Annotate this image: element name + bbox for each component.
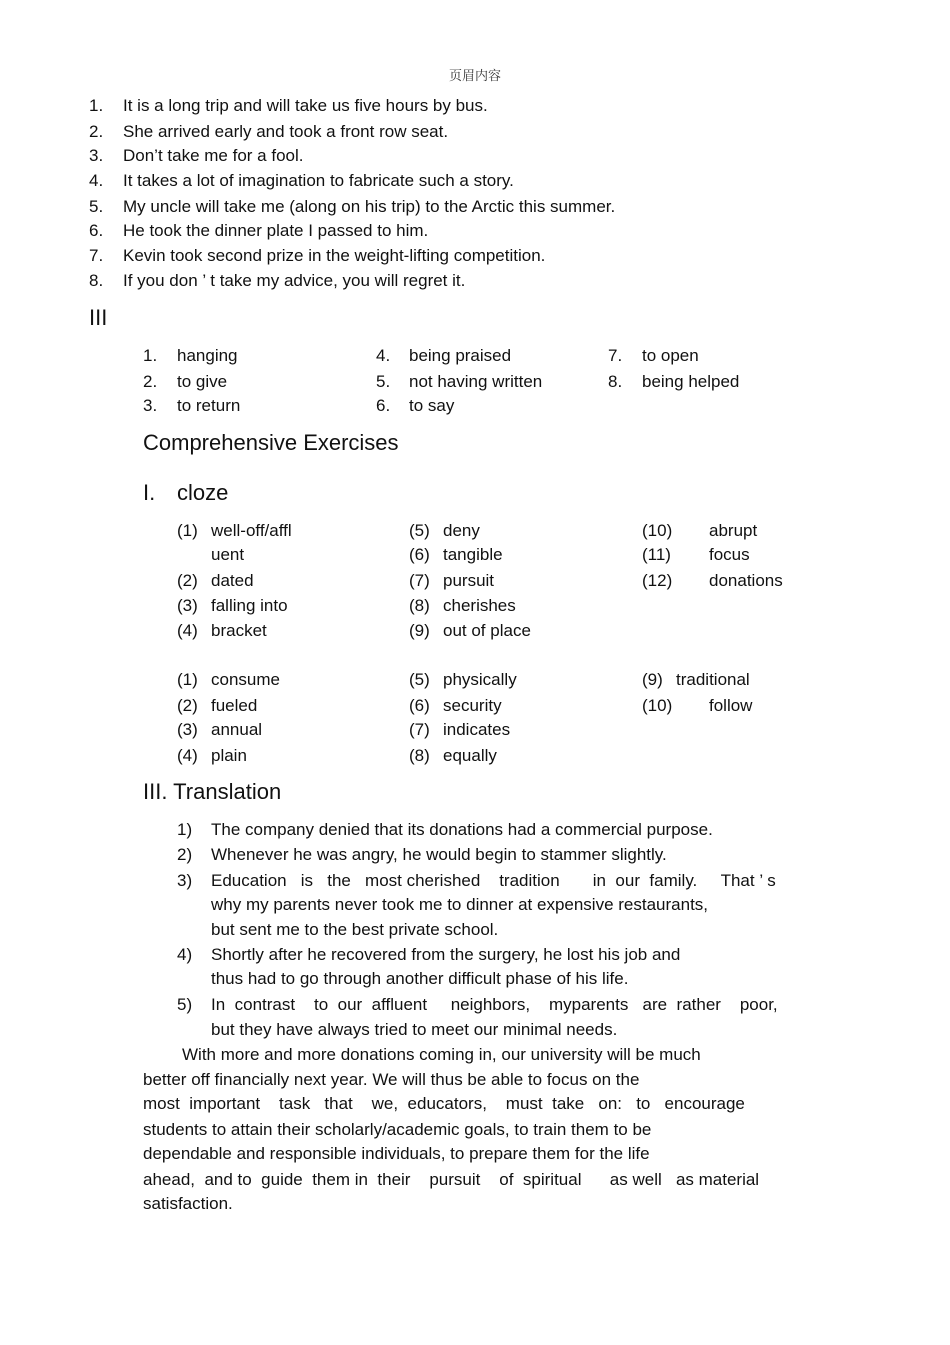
answer-item: plain bbox=[211, 746, 247, 765]
list-item-continuation: but sent me to the best private school. bbox=[211, 920, 499, 939]
answer-number: (10) bbox=[642, 521, 673, 540]
answer-number: (6) bbox=[409, 696, 430, 715]
section-heading-iii: III bbox=[89, 305, 108, 330]
answer-item: equally bbox=[443, 746, 497, 765]
list-item: The company denied that its donations had a commercial purpose. bbox=[211, 820, 713, 839]
answer-number: (12) bbox=[642, 571, 673, 590]
list-item: Kevin took second prize in the weight-lifting competition. bbox=[123, 246, 546, 265]
list-item-number: 7. bbox=[89, 246, 104, 265]
list-item-number: 2. bbox=[89, 122, 104, 141]
list-item: It takes a lot of imagination to fabricate such a story. bbox=[123, 171, 514, 190]
page-header: 页眉内容 bbox=[448, 69, 501, 84]
list-item-number: 6. bbox=[89, 221, 104, 240]
answer-item: falling into bbox=[211, 596, 288, 615]
answer-item: to open bbox=[642, 346, 699, 365]
cloze-number: I. bbox=[143, 480, 156, 505]
answer-item: deny bbox=[443, 521, 480, 540]
answer-number: (2) bbox=[177, 696, 198, 715]
list-item-number: 4. bbox=[89, 171, 104, 190]
answer-item: fueled bbox=[211, 696, 258, 715]
list-item: It is a long trip and will take us five hours by bus. bbox=[123, 96, 488, 115]
answer-number: 8. bbox=[608, 372, 623, 391]
answer-item: focus bbox=[709, 545, 750, 564]
answer-number: (9) bbox=[409, 621, 430, 640]
list-item-number: 5. bbox=[89, 197, 104, 216]
answer-item: physically bbox=[443, 670, 517, 689]
answer-item: donations bbox=[709, 571, 783, 590]
answer-number: (7) bbox=[409, 571, 430, 590]
answer-item: follow bbox=[709, 696, 753, 715]
comprehensive-heading: Comprehensive Exercises bbox=[143, 430, 399, 455]
answer-item: pursuit bbox=[443, 571, 495, 590]
answer-item: cherishes bbox=[443, 596, 516, 615]
answer-item: abrupt bbox=[709, 521, 758, 540]
answer-number: (5) bbox=[409, 521, 430, 540]
answer-number: 1. bbox=[143, 346, 158, 365]
answer-number: (1) bbox=[177, 670, 198, 689]
list-item-number: 3) bbox=[177, 871, 193, 890]
list-item-number: 5) bbox=[177, 995, 193, 1014]
answer-number: (4) bbox=[177, 746, 198, 765]
answer-number: 2. bbox=[143, 372, 158, 391]
list-item: In contrast to our affluent neighbors, myparents are rather poor, bbox=[211, 995, 778, 1014]
answer-item: indicates bbox=[443, 720, 511, 739]
list-item-number: 1) bbox=[177, 820, 193, 839]
paragraph-line: better off financially next year. We will thus be able to focus on the bbox=[143, 1070, 640, 1089]
answer-number: (2) bbox=[177, 571, 198, 590]
answer-number: (10) bbox=[642, 696, 673, 715]
answer-number: (9) bbox=[642, 670, 663, 689]
answer-number: 6. bbox=[376, 396, 391, 415]
answer-item: consume bbox=[211, 670, 280, 689]
answer-item: hanging bbox=[177, 346, 238, 365]
paragraph-line: satisfaction. bbox=[143, 1194, 233, 1213]
list-item: If you don ’ t take my advice, you will regret it. bbox=[123, 271, 466, 290]
paragraph-line: With more and more donations coming in, our university will be much bbox=[182, 1045, 701, 1064]
answer-item: being helped bbox=[642, 372, 740, 391]
answer-number: (5) bbox=[409, 670, 430, 689]
answer-item: bracket bbox=[211, 621, 267, 640]
answer-item: out of place bbox=[443, 621, 531, 640]
list-item-continuation: thus had to go through another difficult phase of his life. bbox=[211, 969, 629, 988]
paragraph-line: students to attain their scholarly/academic goals, to train them to be bbox=[143, 1120, 652, 1139]
list-item-continuation: why my parents never took me to dinner at expensive restaurants, bbox=[211, 895, 709, 914]
answer-item: security bbox=[443, 696, 502, 715]
answer-item: being praised bbox=[409, 346, 512, 365]
list-item-number: 3. bbox=[89, 146, 104, 165]
paragraph-line: ahead, and to guide them in their pursuit of spiritual as well as material bbox=[143, 1170, 760, 1189]
list-item-continuation: but they have always tried to meet our minimal needs. bbox=[211, 1020, 618, 1039]
answer-number: 4. bbox=[376, 346, 391, 365]
paragraph-line: most important task that we, educators, must take on: to encourage bbox=[143, 1094, 745, 1113]
answer-item: to say bbox=[409, 396, 455, 415]
list-item: She arrived early and took a front row seat. bbox=[123, 122, 449, 141]
answer-item: to give bbox=[177, 372, 228, 391]
answer-item: uent bbox=[211, 545, 245, 564]
answer-item: annual bbox=[211, 720, 263, 739]
translation-heading: III. Translation bbox=[143, 779, 282, 804]
list-item: He took the dinner plate I passed to him. bbox=[123, 221, 429, 240]
list-item: Whenever he was angry, he would begin to stammer slightly. bbox=[211, 845, 667, 864]
answer-item: tangible bbox=[443, 545, 503, 564]
list-item: Don’t take me for a fool. bbox=[123, 146, 304, 165]
list-item: Education is the most cherished tradition in our family. That ’ s bbox=[211, 871, 776, 890]
list-item-number: 8. bbox=[89, 271, 104, 290]
answer-item: traditional bbox=[676, 670, 750, 689]
list-item: My uncle will take me (along on his trip) to the Arctic this summer. bbox=[123, 197, 616, 216]
answer-number: (4) bbox=[177, 621, 198, 640]
list-item-number: 1. bbox=[89, 96, 104, 115]
list-item: Shortly after he recovered from the surgery, he lost his job and bbox=[211, 945, 681, 964]
answer-item: to return bbox=[177, 396, 241, 415]
answer-number: (8) bbox=[409, 746, 430, 765]
paragraph-line: dependable and responsible individuals, to prepare them for the life bbox=[143, 1144, 650, 1163]
answer-number: (3) bbox=[177, 596, 198, 615]
answer-number: (11) bbox=[642, 545, 671, 564]
list-item-number: 4) bbox=[177, 945, 193, 964]
answer-number: 7. bbox=[608, 346, 623, 365]
answer-item: dated bbox=[211, 571, 254, 590]
answer-number: (8) bbox=[409, 596, 430, 615]
answer-number: (1) bbox=[177, 521, 198, 540]
list-item-number: 2) bbox=[177, 845, 193, 864]
answer-item: well-off/affl bbox=[211, 521, 292, 540]
answer-number: (6) bbox=[409, 545, 430, 564]
answer-number: 3. bbox=[143, 396, 158, 415]
answer-number: (3) bbox=[177, 720, 198, 739]
answer-item: not having written bbox=[409, 372, 543, 391]
cloze-heading: cloze bbox=[177, 480, 229, 505]
answer-number: 5. bbox=[376, 372, 391, 391]
answer-number: (7) bbox=[409, 720, 430, 739]
